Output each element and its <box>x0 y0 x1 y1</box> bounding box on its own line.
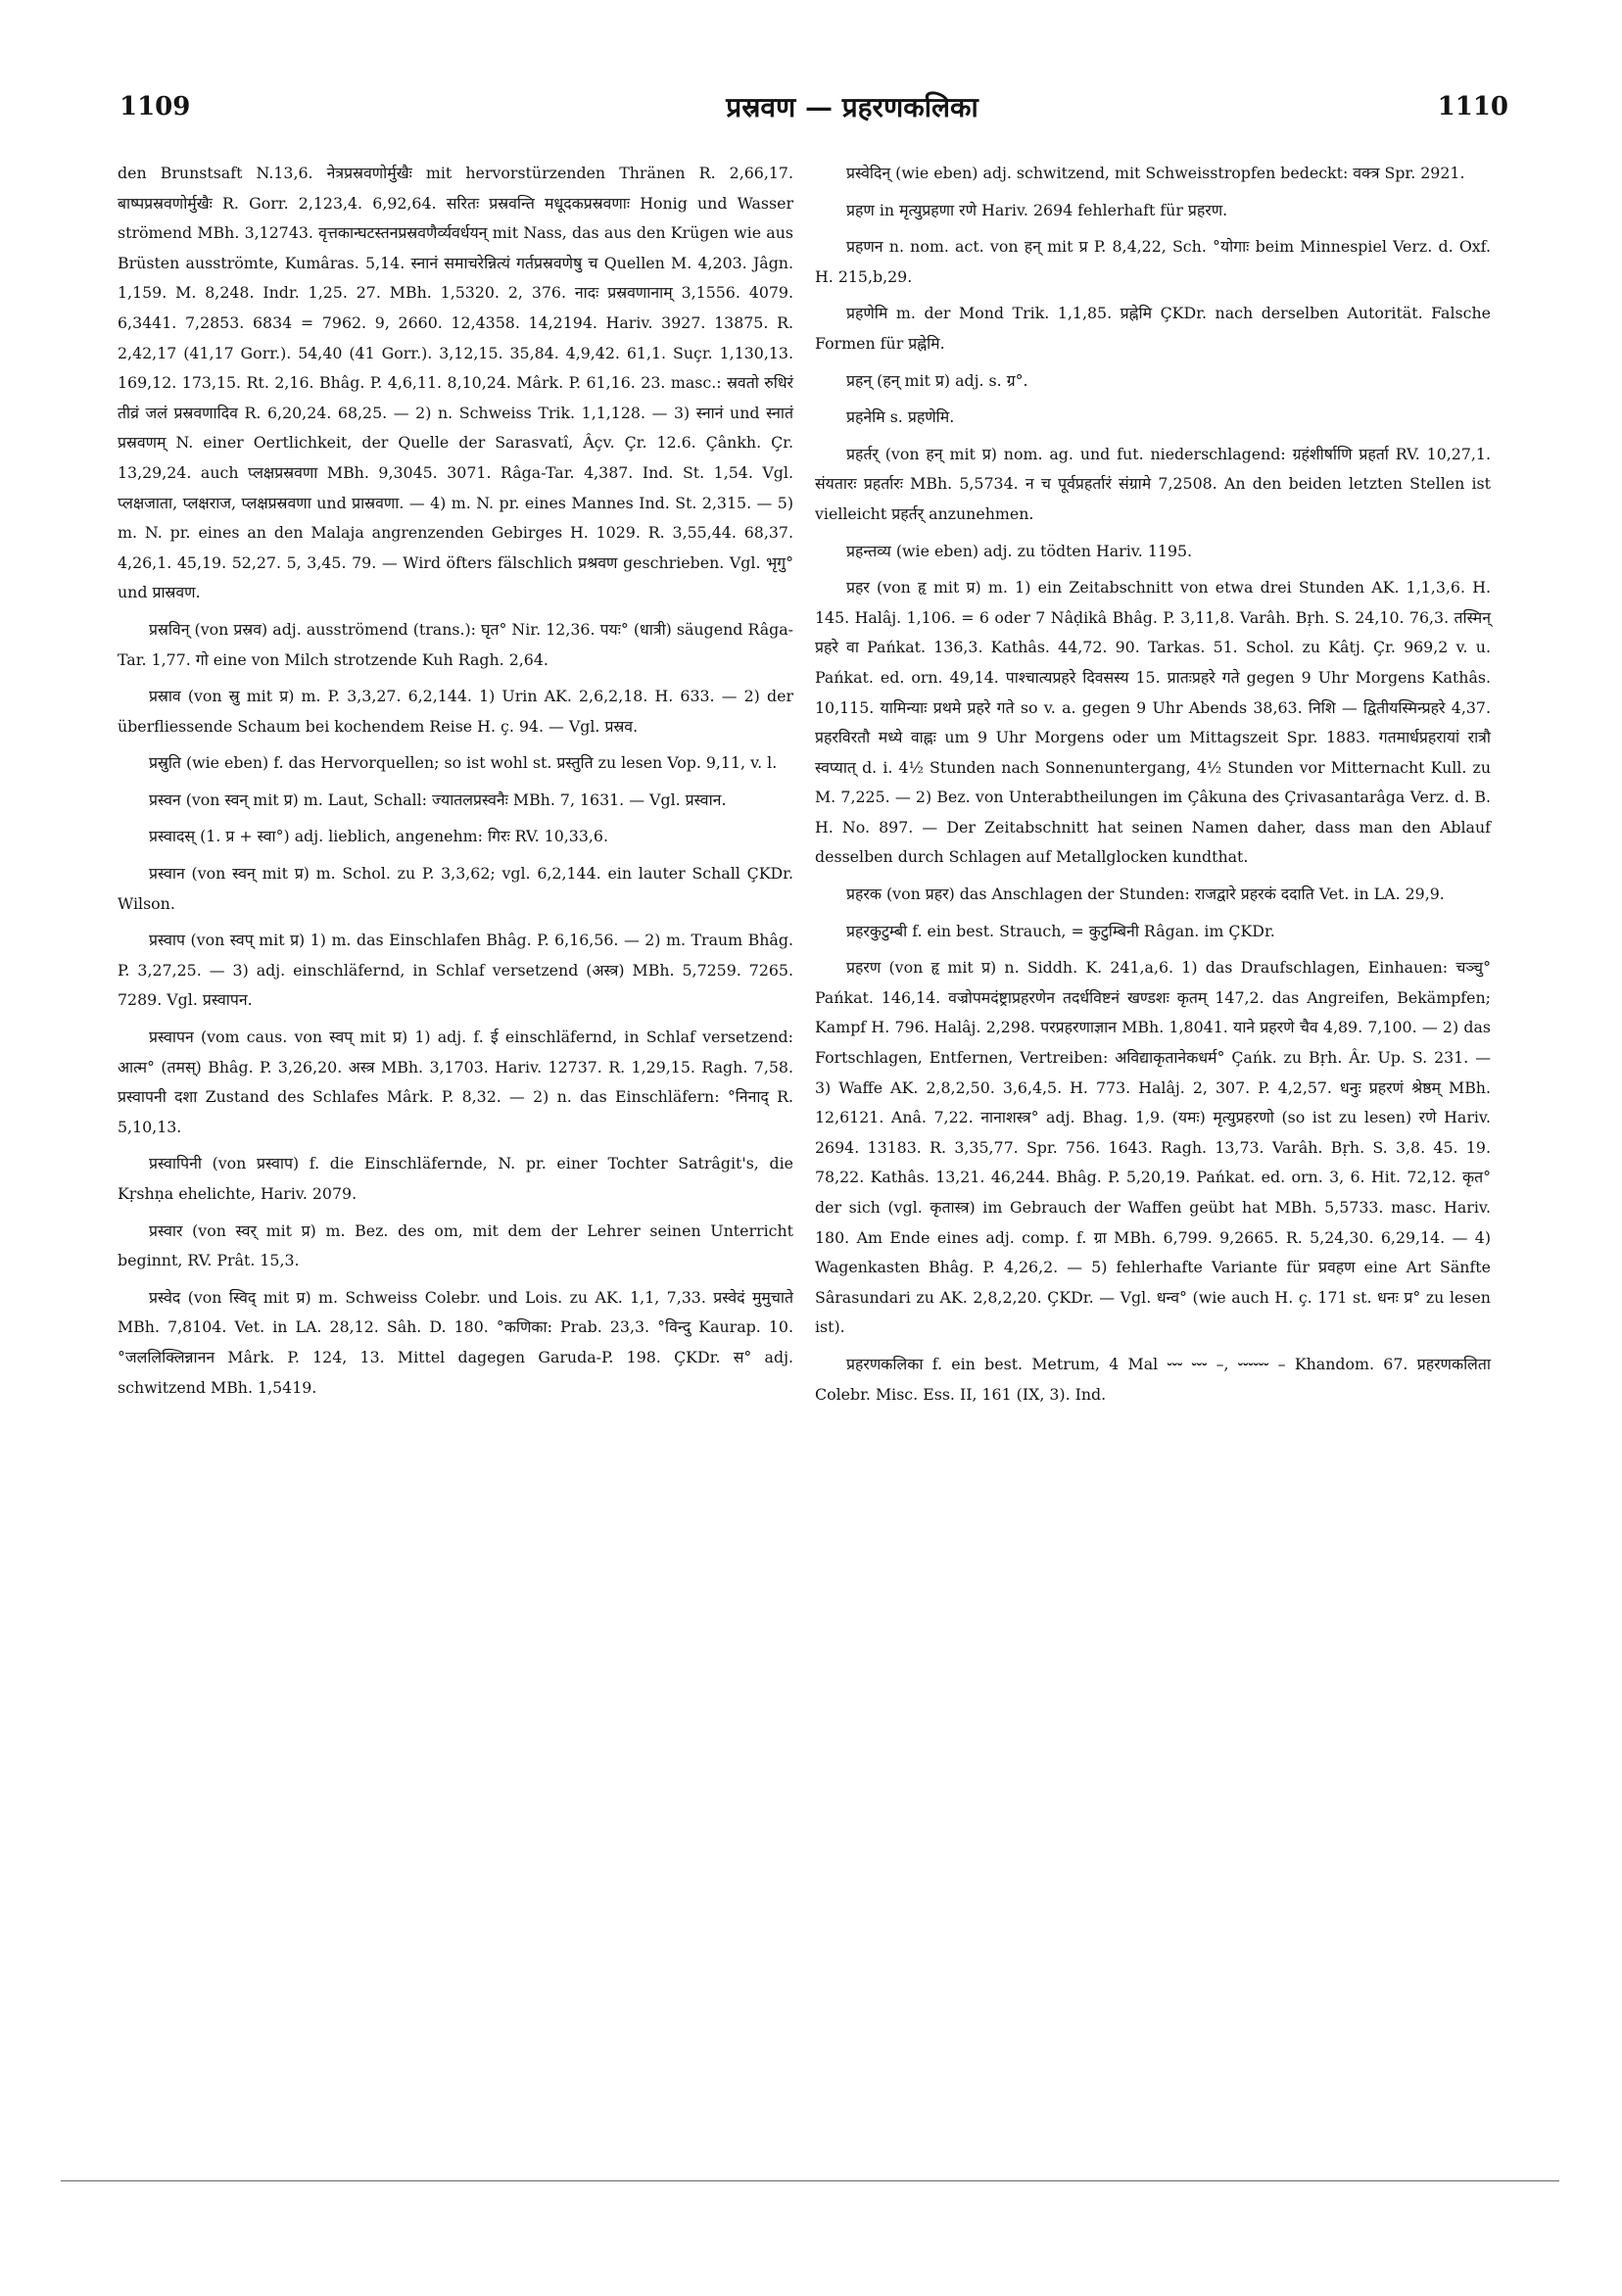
entry-prasveda: प्रस्वेद (von स्विद् mit प्र) m. Schweiss Colebr. und Lois. zu AK. 1,1, 7,33. प्रस्वेदं मुमुचाते MBh. 7,8104. Vet. in LA. 28,12. Sâh. D. 180. °कणिका: Prab. 23,3. °विन्दु Kaurap. 10. °जललिक्लिन्नानन Mârk. P. 124, 13. Mittel dagegen Garuda-P. 198. ÇKDr. स° adj. schwitzend MBh. 1,5419. <box>118 1287 793 1397</box>
entry-prasvapana: प्रस्वापन (vom caus. von स्वप् mit प्र) 1) adj. f. ई einschläfernd, in Schlaf versetzend: आत्म° (तमस्) Bhâg. P. 3,26,20. अस्त्र MBh. 3,1703. Hariv. 12737. R. 1,29,15. Ragh. 7,58. प्रस्वापनी दशा Zustand des Schlafes Mârk. P. 8,32. — 2) n. das Einschläfern: °निनाद् R. 5,10,13. <box>118 1028 793 1136</box>
entry-prasruti: प्रस्रुति (wie eben) f. das Hervorquellen; so ist wohl st. प्रस्तुति zu lesen Vop. 9,11, v. l. <box>149 753 778 773</box>
page-header <box>118 86 1508 135</box>
entry-prahartar: प्रहर्तर् (von हन् mit प्र) nom. ag. und fut. niederschlagend: ग्रहंशीर्षाणि प्रहर्ता RV. 10,27,1. संयतारः प्रहर्तारः MBh. 5,5734. न च पूर्वप्रहर्तारं संग्रामे 7,2508. An den beiden letzten Stellen ist vielleicht प्रहर्तर् anzunehmen. <box>815 444 1491 523</box>
entry-prasvana: प्रस्वन (von स्वन् mit प्र) m. Laut, Schall: ज्यातलप्रस्वनैः MBh. 7, 1631. — Vgl. प्रस्वान. <box>149 789 727 809</box>
right-page-number: 1110 <box>1437 92 1508 121</box>
entry-prasravin: प्रस्रविन् (von प्रस्रव) adj. ausströmend (trans.): घृत° Nir. 12,36. पयः° (धात्री) säugend Râga-Tar. 1,77. गो eine von Milch strotzende Kuh Ragh. 2,64. <box>118 619 793 669</box>
entry-praharakutumbi: प्रहरकुटुम्बी f. ein best. Strauch, = कुटुम्बिनी Râgan. im ÇKDr. <box>846 921 1275 940</box>
running-title: प्रस्रवण — प्रहरणकलिका <box>726 91 978 123</box>
entry-prasvapini: प्रस्वापिनी (von प्रस्वाप) f. die Einschläfernde, N. pr. einer Tochter Satrâgit's, die Kṛshṇa ehelichte, Hariv. 2079. <box>118 1154 793 1203</box>
entry-praharaka: प्रहरक (von प्रहर) das Anschlagen der Stunden: राजद्वारे प्रहरकं ददाति Vet. in LA. 29,9. <box>846 885 1445 904</box>
entry-praharana: प्रहरण (von हृ mit प्र) n. Siddh. K. 241,a,6. 1) das Draufschlagen, Einhauen: चञ्चु° Pańkat. 146,14. वज्रोपमदंष्ट्राप्रहरणेन तदर्धविष्टनं खण्डशः कृतम् 147,2. das Angreifen, Bekämpfen; Kampf H. 796. Halâj. 2,298. परप्रहरणाज्ञान MBh. 1,8041. याने प्रहरणे चैव 4,89. 7,100. — 2) das Fortschlagen, Entfernen, Vertreiben: अविद्याकृतानेकधर्म° Çańk. zu Bṛh. Âr. Up. S. 231. — 3) Waffe AK. 2,8,2,50. 3,6,4,5. H. 773. Halâj. 2, 307. P. 4,2,57. धनुः प्रहरणं श्रेष्ठम् MBh. 12,6121. Anâ. 7,22. नानाशस्त्र° adj. Bhag. 1,9. (यमः) मृत्युप्रहरणो (so ist zu lesen) रणे Hariv. 2694. 13183. R. 3,35,77. Spr. 756. 1643. Ragh. 13,73. Varâh. Bṛh. S. 3,8. 45. 19. 78,22. Kathâs. 13,21. 46,244. Bhâg. P. 5,20,19. Pańkat. ed. orn. 3, 6. Hit. 72,12. कृत° der sich (vgl. कृतास्त्र) im Gebrauch der Waffen geübt hat MBh. 5,5733. masc. Hariv. 180. Am Ende eines adj. comp. f. ग्रा MBh. 6,799. 9,2665. R. 5,24,30. 6,29,14. — 4) Wagenkasten Bhâg. P. 4,26,2. — 5) fehlerhafte Variante für प्रवहण eine Art Sänfte Sârasundari zu AK. 2,8,2,20. ÇKDr. — Vgl. धन्व° (wie auch H. ç. 171 st. धनः प्र° zu lesen ist). <box>815 958 1491 1337</box>
right-column <box>815 159 1491 1416</box>
entry-prasrava: प्रस्राव (von स्रु mit प्र) m. P. 3,3,27. 6,2,144. 1) Urin AK. 2,6,2,18. H. 633. — 2) der überfliessende Schaum bei kochendem Reise H. ç. 94. — Vgl. प्रस्रव. <box>118 687 793 736</box>
entry-prahanemi: प्रहणेमि m. der Mond Trik. 1,1,85. प्रह्नेमि ÇKDr. nach derselben Autorität. Falsche Formen für प्रह्नेमि. <box>815 304 1491 353</box>
entry-prasvedin: प्रस्वेदिन् (wie eben) adj. schwitzend, mit Schweisstropfen bedeckt: वक्त्र Spr. 2921. <box>846 164 1465 182</box>
entry-prasvadas: प्रस्वादस् (1. प्र + स्वा°) adj. lieblich, angenehm: गिरः RV. 10,33,6. <box>149 827 608 846</box>
entry-prahara: प्रहर (von हृ mit प्र) m. 1) ein Zeitabschnitt von etwa drei Stunden AK. 1,1,3,6. H. 145. Halâj. 1,106. = 6 oder 7 Nâḍikâ Bhâg. P. 3,11,8. Varâh. Bṛh. S. 24,10. 76,3. तस्मिन् प्रहरे वा Pańkat. 136,3. Kathâs. 44,72. 90. Tarkas. 51. Schol. zu Kâtj. Çr. 969,2 v. u. Pańkat. ed. orn. 49,14. पाश्चात्यप्रहरे दिवसस्य 15. प्रातःप्रहरे गते gegen 9 Uhr Morgens Kathâs. 10,115. यामिन्याः प्रथमे प्रहरे गते so v. a. gegen 9 Uhr Abends 38,63. निशि — द्वितीयस्मिन्प्रहरे 4,37. प्रहरविरतौ मध्ये वाह्नः um 9 Uhr Morgens oder um Mittagszeit Spr. 1883. गतमार्धप्रहरायां रात्रौ स्वप्यात् d. i. 4½ Stunden nach Sonnenuntergang, 4½ Stunden vor Mitternacht Kull. zu M. 7,225. — 2) Bez. von Unterabtheilungen im Çâkuna des Çrivasantarâga Verz. d. B. H. No. 897. — Der Zeitabschnitt hat seinen Namen daher, dass man den Ablauf desselben durch Schlagen auf Metallglocken kundthat. <box>815 578 1491 867</box>
entry-prasvara: प्रस्वार (von स्वर् mit प्र) m. Bez. des om, mit dem der Lehrer seinen Unterricht beginnt, RV. Prât. 15,3. <box>118 1220 793 1270</box>
entry-prahana: प्रहण in मृत्युप्रहणा रणे Hariv. 2694 fehlerhaft für प्रहरण. <box>846 200 1228 219</box>
entry-prasvana-2: प्रस्वान (von स्वन् mit प्र) m. Schol. zu P. 3,3,62; vgl. 6,2,144. ein lauter Schall ÇKDr. Wilson. <box>118 864 793 913</box>
entry-prahan: प्रहन् (हन् mit प्र) adj. s. ग्र°. <box>846 370 1028 390</box>
entry-prasvapa: प्रस्वाप (von स्वप् mit प्र) 1) m. das Einschlafen Bhâg. P. 6,16,56. — 2) m. Traum Bhâg. P. 3,27,25. — 3) adj. einschläfernd, in Schlaf versetzend (अस्त्र) MBh. 5,7259. 7265. 7289. Vgl. प्रस्वापन. <box>118 931 793 1010</box>
entry-prahantavya: प्रहन्तव्य (wie eben) adj. zu tödten Hariv. 1195. <box>846 541 1193 560</box>
entry-praharanakalika: प्रहरणकलिका f. ein best. Metrum, 4 Mal ⏑⏑⏑ ⏑⏑⏑ –, ⏑⏑⏑⏑⏑⏑ – Khandom. 67. प्रहरणकलिता Colebr. Misc. Ess. II, 161 (IX, 3). Ind. <box>815 1354 1491 1404</box>
entry-continuation: den Brunstsaft N.13,6. नेत्रप्रस्रवणोर्मुखैः mit hervorstürzenden Thränen R. 2,66,17. बाष्पप्रस्रवणोर्मुखैः R. Gorr. 2,123,4. 6,92,64. सरितः प्रस्रवन्ति मधूदकप्रस्रवणाः Honig und Wasser strömend MBh. 3,12743. वृत्तकान्घटस्तनप्रस्रवणैर्व्यवर्धयन् mit Nass, das aus den Krügen wie aus Brüsten ausströmte, Kumâras. 5,14. स्नानं समाचरेन्नित्यं गर्तप्रस्रवणेषु च Quellen M. 4,203. Jâgn. 1,159. M. 8,248. Indr. 1,25. 27. MBh. 1,5320. 2, 376. नादः प्रस्रवणानाम् 3,1556. 4079. 6,3441. 7,2853. 6834 = 7962. 9, 2660. 12,4358. 14,2194. Hariv. 3927. 13875. R. 2,42,17 (41,17 Gorr.). 54,40 (41 Gorr.). 3,12,15. 35,84. 4,9,42. 61,1. Suçr. 1,130,13. 169,12. 173,15. Rt. 2,16. Bhâg. P. 4,6,11. 8,10,24. Mârk. P. 61,16. 23. masc.: स्रवतो रुधिरं तीव्रं जलं प्रस्रवणादिव R. 6,20,24. 68,25. — 2) n. Schweiss Trik. 1,1,128. — 3) स्नानं und स्नातं प्रस्रवणम् N. einer Oertlichkeit, der Quelle der Sarasvatî, Âçv. Çr. 12.6. Çânkh. Çr. 13,29,24. auch प्लक्षप्रस्रवणा MBh. 9,3045. 3071. Râga-Tar. 4,387. Ind. St. 1,54. Vgl. प्लक्षजाता, प्लक्षराज, प्लक्षप्रस्रवणा und प्रास्रवणा. — 4) m. N. pr. eines Mannes Ind. St. 2,315. — 5) m. N. pr. eines an den Malaja angrenzenden Gebirges H. 1029. R. 3,55,44. 68,37. 4,26,1. 45,19. 52,27. 5, 3,45. 79. — Wird öfters fälschlich प्रश्रवण geschrieben. Vgl. भृगु° und प्रास्रवण. <box>118 164 793 602</box>
left-page-number: 1109 <box>119 92 191 121</box>
entry-prahanana: प्रहणन n. nom. act. von हन् mit प्र P. 8,4,22, Sch. °योगाः beim Minnespiel Verz. d. Oxf. H. 215,b,29. <box>815 237 1491 286</box>
entry-prahanemi-ref: प्रहनेमि s. प्रहणेमि. <box>846 407 955 427</box>
bottom-rule <box>61 2180 1559 2181</box>
left-column <box>118 159 793 1410</box>
